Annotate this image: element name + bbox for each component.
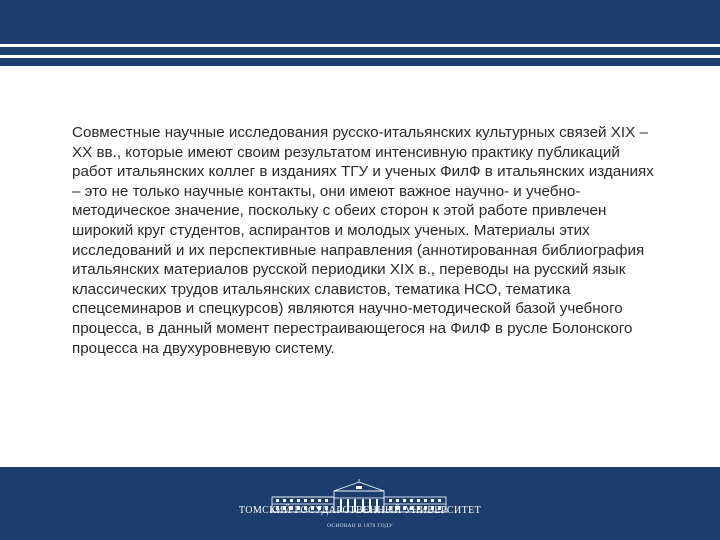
body-text: Совместные научные исследования русско-итальянских культурных связей XIX – XX вв., которые имеют своим результатом интенсивную практику публикаций работ итальянских коллег в изданиях ТГУ и ученых ФилФ в итальянских изданиях – это не только научные контакты, они имеют важное научно- и учебно-методическое значение, поскольку с обеих сторон к этой работе привлечен широкий круг студентов, аспирантов и молодых ученых. Материалы этих исследований и их перспективные направления (аннотированная библиография итальянских материалов русской периодики XIX в., переводы на русский язык классических трудов итальянских славистов, тематика НСО, тематика спецсеминаров и спецкурсов) являются научно-методической базой учебного процесса, в данный момент перестраивающегося на ФилФ в русле Болонского процесса на двухуровневую систему. xyxy=(72,124,654,357)
header-stripe xyxy=(0,55,720,58)
header-band xyxy=(0,0,720,66)
founded-caption: ОСНОВАН В 1878 ГОДУ xyxy=(327,523,393,529)
header-stripe xyxy=(0,44,720,47)
footer-band xyxy=(0,467,720,540)
university-name: ТОМСКИЙ ГОСУДАРСТВЕННЫЙ УНИВЕРСИТЕТ xyxy=(238,505,482,516)
slide-body xyxy=(72,123,662,358)
